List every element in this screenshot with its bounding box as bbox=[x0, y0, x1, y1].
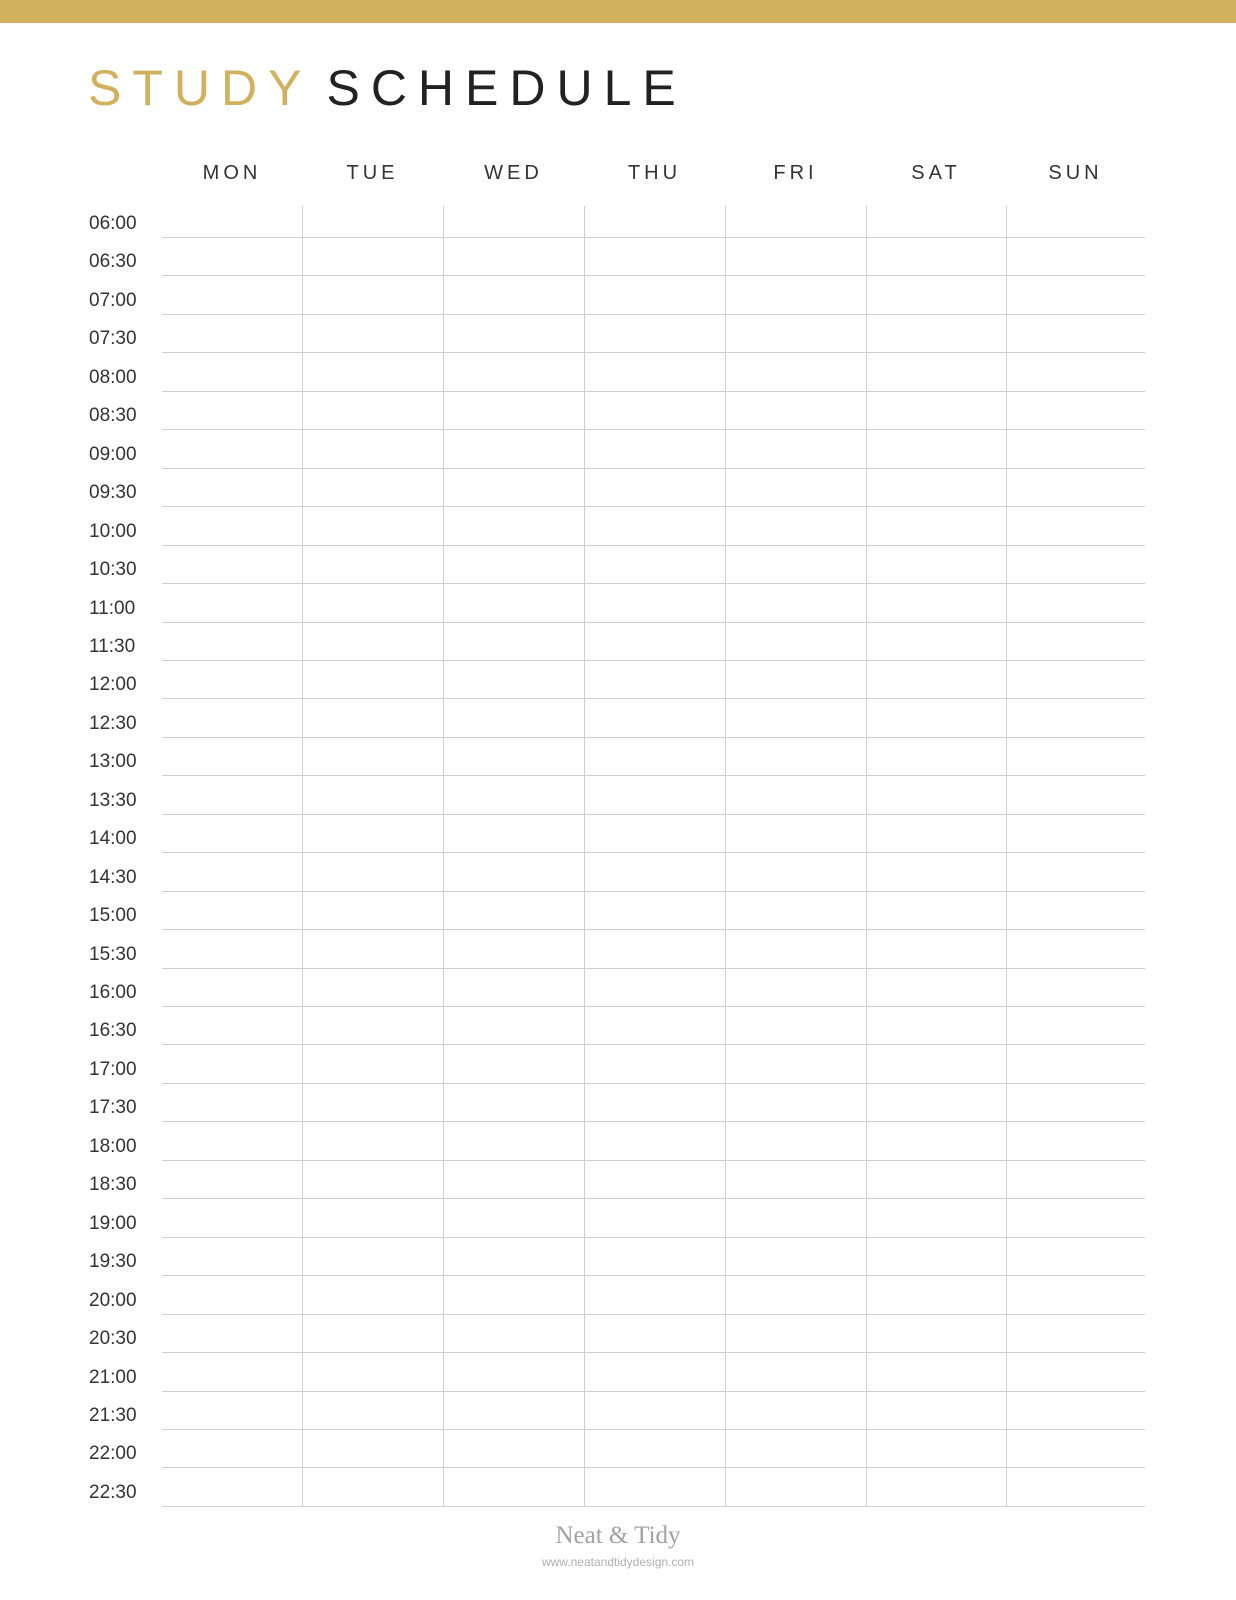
schedule-cell[interactable] bbox=[303, 469, 442, 505]
title-main-word: SCHEDULE bbox=[326, 60, 687, 116]
day-header-mon: MON bbox=[202, 162, 262, 184]
schedule-cell[interactable] bbox=[867, 930, 1005, 966]
schedule-cell[interactable] bbox=[867, 507, 1005, 543]
schedule-cell[interactable] bbox=[1007, 392, 1144, 428]
schedule-cell[interactable] bbox=[163, 699, 301, 735]
schedule-cell[interactable] bbox=[1007, 469, 1144, 505]
schedule-cell[interactable] bbox=[867, 699, 1005, 735]
schedule-cell[interactable] bbox=[726, 930, 865, 966]
schedule-cell[interactable] bbox=[444, 738, 583, 774]
schedule-cell[interactable] bbox=[585, 892, 724, 928]
schedule-cell[interactable] bbox=[585, 392, 724, 428]
schedule-cell[interactable] bbox=[163, 430, 301, 466]
schedule-cell[interactable] bbox=[163, 1353, 301, 1389]
schedule-cell[interactable] bbox=[867, 469, 1005, 505]
schedule-cell[interactable] bbox=[585, 1161, 724, 1197]
time-label: 20:00 bbox=[89, 1289, 137, 1311]
schedule-cell[interactable] bbox=[1007, 738, 1144, 774]
schedule-cell[interactable] bbox=[163, 738, 301, 774]
schedule-cell[interactable] bbox=[726, 1007, 865, 1043]
schedule-cell[interactable] bbox=[867, 1392, 1005, 1428]
schedule-cell[interactable] bbox=[163, 276, 301, 312]
schedule-cell[interactable] bbox=[303, 776, 442, 812]
schedule-cell[interactable] bbox=[303, 1084, 442, 1120]
schedule-cell[interactable] bbox=[1007, 1353, 1144, 1389]
schedule-cell[interactable] bbox=[444, 1007, 583, 1043]
schedule-cell[interactable] bbox=[867, 892, 1005, 928]
schedule-cell[interactable] bbox=[726, 353, 865, 389]
schedule-cell[interactable] bbox=[1007, 238, 1144, 274]
schedule-cell[interactable] bbox=[1007, 853, 1144, 889]
schedule-cell[interactable] bbox=[163, 584, 301, 620]
day-header-sat: SAT bbox=[911, 162, 961, 184]
schedule-cell[interactable] bbox=[163, 1315, 301, 1351]
time-label: 12:30 bbox=[89, 712, 137, 734]
schedule-cell[interactable] bbox=[1007, 1430, 1144, 1466]
schedule-cell[interactable] bbox=[585, 1007, 724, 1043]
schedule-cell[interactable] bbox=[444, 969, 583, 1005]
schedule-cell[interactable] bbox=[303, 623, 442, 659]
schedule-cell[interactable] bbox=[303, 392, 442, 428]
schedule-cell[interactable] bbox=[303, 1045, 442, 1081]
schedule-cell[interactable] bbox=[303, 1468, 442, 1504]
schedule-cell[interactable] bbox=[726, 738, 865, 774]
schedule-cell[interactable] bbox=[585, 776, 724, 812]
schedule-cell[interactable] bbox=[303, 276, 442, 312]
schedule-cell[interactable] bbox=[585, 353, 724, 389]
schedule-cell[interactable] bbox=[444, 207, 583, 236]
schedule-cell[interactable] bbox=[1007, 1276, 1144, 1312]
time-label: 20:30 bbox=[89, 1328, 137, 1350]
schedule-cell[interactable] bbox=[585, 430, 724, 466]
schedule-cell[interactable] bbox=[303, 1238, 442, 1274]
page-title bbox=[88, 58, 687, 118]
schedule-cell[interactable] bbox=[585, 207, 724, 236]
schedule-cell[interactable] bbox=[1007, 1007, 1144, 1043]
schedule-cell[interactable] bbox=[867, 853, 1005, 889]
schedule-cell[interactable] bbox=[726, 207, 865, 236]
schedule-cell[interactable] bbox=[163, 507, 301, 543]
schedule-cell[interactable] bbox=[867, 276, 1005, 312]
schedule-cell[interactable] bbox=[444, 1315, 583, 1351]
time-label: 14:00 bbox=[89, 828, 137, 850]
schedule-cell[interactable] bbox=[444, 1276, 583, 1312]
schedule-cell[interactable] bbox=[1007, 1468, 1144, 1504]
day-header-thu: THU bbox=[627, 162, 682, 184]
schedule-cell[interactable] bbox=[585, 815, 724, 851]
schedule-cell[interactable] bbox=[867, 969, 1005, 1005]
schedule-cell[interactable] bbox=[867, 1468, 1005, 1504]
schedule-cell[interactable] bbox=[163, 776, 301, 812]
time-label: 06:00 bbox=[89, 213, 137, 234]
schedule-cell[interactable] bbox=[585, 507, 724, 543]
schedule-cell[interactable] bbox=[1007, 1238, 1144, 1274]
footer-brand: Neat & Tidy bbox=[555, 1522, 681, 1549]
schedule-cell[interactable] bbox=[163, 1045, 301, 1081]
schedule-cell[interactable] bbox=[726, 623, 865, 659]
schedule-cell[interactable] bbox=[163, 1430, 301, 1466]
time-label: 10:30 bbox=[89, 559, 137, 581]
schedule-cell[interactable] bbox=[444, 1238, 583, 1274]
schedule-cell[interactable] bbox=[867, 1199, 1005, 1235]
footer-url: www.neatandtidydesign.com bbox=[541, 1555, 695, 1569]
schedule-cell[interactable] bbox=[726, 969, 865, 1005]
schedule-cell[interactable] bbox=[726, 1199, 865, 1235]
schedule-cell[interactable] bbox=[585, 238, 724, 274]
day-header-tue: TUE bbox=[346, 162, 399, 184]
schedule-cell[interactable] bbox=[163, 207, 301, 236]
schedule-cell[interactable] bbox=[1007, 315, 1144, 351]
schedule-cell[interactable] bbox=[163, 892, 301, 928]
schedule-cell[interactable] bbox=[163, 1122, 301, 1158]
time-label: 17:30 bbox=[89, 1097, 137, 1119]
schedule-cell[interactable] bbox=[444, 853, 583, 889]
schedule-cell[interactable] bbox=[585, 1238, 724, 1274]
schedule-cell[interactable] bbox=[163, 661, 301, 697]
schedule-cell[interactable] bbox=[867, 1045, 1005, 1081]
schedule-cell[interactable] bbox=[585, 1084, 724, 1120]
schedule-cell[interactable] bbox=[444, 1161, 583, 1197]
schedule-cell[interactable] bbox=[303, 1353, 442, 1389]
schedule-cell[interactable] bbox=[1007, 1199, 1144, 1235]
schedule-cell[interactable] bbox=[726, 1430, 865, 1466]
schedule-cell[interactable] bbox=[726, 469, 865, 505]
schedule-cell[interactable] bbox=[1007, 546, 1144, 582]
schedule-cell[interactable] bbox=[726, 1315, 865, 1351]
schedule-cell[interactable] bbox=[444, 392, 583, 428]
schedule-cell[interactable] bbox=[1007, 661, 1144, 697]
top-accent-band bbox=[0, 0, 1236, 23]
schedule-cell[interactable] bbox=[444, 430, 583, 466]
schedule-cell[interactable] bbox=[585, 853, 724, 889]
schedule-cell[interactable] bbox=[303, 546, 442, 582]
schedule-cell[interactable] bbox=[726, 661, 865, 697]
schedule-cell[interactable] bbox=[867, 1353, 1005, 1389]
schedule-cell[interactable] bbox=[163, 353, 301, 389]
schedule-cell[interactable] bbox=[726, 1161, 865, 1197]
schedule-cell[interactable] bbox=[585, 546, 724, 582]
schedule-cell[interactable] bbox=[303, 699, 442, 735]
schedule-cell[interactable] bbox=[726, 853, 865, 889]
schedule-cell[interactable] bbox=[163, 930, 301, 966]
schedule-cell[interactable] bbox=[163, 1084, 301, 1120]
time-label: 16:30 bbox=[89, 1020, 137, 1042]
schedule-cell[interactable] bbox=[726, 1276, 865, 1312]
schedule-cell[interactable] bbox=[726, 1392, 865, 1428]
schedule-cell[interactable] bbox=[163, 1238, 301, 1274]
schedule-cell[interactable] bbox=[1007, 430, 1144, 466]
schedule-cell[interactable] bbox=[867, 815, 1005, 851]
schedule-cell[interactable] bbox=[726, 776, 865, 812]
schedule-cell[interactable] bbox=[444, 1353, 583, 1389]
time-label: 21:30 bbox=[89, 1404, 137, 1426]
schedule-cell[interactable] bbox=[867, 1084, 1005, 1120]
time-label: 09:00 bbox=[89, 443, 137, 465]
schedule-cell[interactable] bbox=[726, 584, 865, 620]
time-label: 22:00 bbox=[89, 1443, 137, 1465]
schedule-cell[interactable] bbox=[867, 546, 1005, 582]
time-label: 08:00 bbox=[89, 366, 137, 388]
schedule-cell[interactable] bbox=[867, 1315, 1005, 1351]
schedule-cell[interactable] bbox=[303, 661, 442, 697]
schedule-cell[interactable] bbox=[726, 1238, 865, 1274]
schedule-cell[interactable] bbox=[444, 1084, 583, 1120]
schedule-cell[interactable] bbox=[163, 815, 301, 851]
schedule-cell[interactable] bbox=[303, 1007, 442, 1043]
schedule-cell[interactable] bbox=[1007, 892, 1144, 928]
schedule-cell[interactable] bbox=[303, 315, 442, 351]
schedule-cell[interactable] bbox=[1007, 776, 1144, 812]
schedule-cell[interactable] bbox=[867, 238, 1005, 274]
schedule-cell[interactable] bbox=[867, 623, 1005, 659]
schedule-cell[interactable] bbox=[163, 238, 301, 274]
schedule-cell[interactable] bbox=[163, 392, 301, 428]
schedule-cell[interactable] bbox=[303, 853, 442, 889]
schedule-cell[interactable] bbox=[303, 207, 442, 236]
schedule-cell[interactable] bbox=[444, 815, 583, 851]
schedule-cell[interactable] bbox=[444, 315, 583, 351]
schedule-cell[interactable] bbox=[303, 969, 442, 1005]
schedule-cell[interactable] bbox=[303, 507, 442, 543]
schedule-cell[interactable] bbox=[303, 353, 442, 389]
schedule-cell[interactable] bbox=[726, 815, 865, 851]
time-label: 11:00 bbox=[89, 597, 136, 619]
schedule-cell[interactable] bbox=[444, 1045, 583, 1081]
schedule-cell[interactable] bbox=[163, 1276, 301, 1312]
schedule-cell[interactable] bbox=[726, 1045, 865, 1081]
schedule-cell[interactable] bbox=[303, 1122, 442, 1158]
schedule-cell[interactable] bbox=[444, 661, 583, 697]
schedule-cell[interactable] bbox=[585, 1276, 724, 1312]
schedule-cell[interactable] bbox=[867, 315, 1005, 351]
schedule-cell[interactable] bbox=[585, 1430, 724, 1466]
schedule-cell[interactable] bbox=[163, 1007, 301, 1043]
schedule-cell[interactable] bbox=[726, 1084, 865, 1120]
schedule-cell[interactable] bbox=[1007, 207, 1144, 236]
schedule-cell[interactable] bbox=[303, 1199, 442, 1235]
schedule-cell[interactable] bbox=[585, 930, 724, 966]
schedule-cell[interactable] bbox=[585, 969, 724, 1005]
schedule-cell[interactable] bbox=[444, 353, 583, 389]
schedule-cell[interactable] bbox=[585, 699, 724, 735]
time-label: 13:00 bbox=[89, 751, 137, 773]
schedule-cell[interactable] bbox=[1007, 507, 1144, 543]
schedule-cell[interactable] bbox=[1007, 1392, 1144, 1428]
time-label: 11:30 bbox=[89, 635, 136, 657]
schedule-cell[interactable] bbox=[585, 661, 724, 697]
schedule-cell[interactable] bbox=[867, 776, 1005, 812]
schedule-cell[interactable] bbox=[867, 430, 1005, 466]
title-accent-word: STUDY bbox=[88, 60, 313, 116]
schedule-cell[interactable] bbox=[444, 584, 583, 620]
schedule-cell[interactable] bbox=[585, 1392, 724, 1428]
schedule-cell[interactable] bbox=[163, 969, 301, 1005]
schedule-cell[interactable] bbox=[726, 1468, 865, 1504]
schedule-cell[interactable] bbox=[867, 1122, 1005, 1158]
schedule-cell[interactable] bbox=[444, 892, 583, 928]
time-label: 12:00 bbox=[89, 674, 137, 696]
schedule-cell[interactable] bbox=[444, 1468, 583, 1504]
schedule-cell[interactable] bbox=[444, 1122, 583, 1158]
schedule-cell[interactable] bbox=[1007, 623, 1144, 659]
schedule-cell[interactable] bbox=[1007, 699, 1144, 735]
schedule-cell[interactable] bbox=[1007, 1122, 1144, 1158]
time-label: 15:00 bbox=[89, 905, 137, 927]
schedule-cell[interactable] bbox=[585, 584, 724, 620]
schedule-cell[interactable] bbox=[303, 238, 442, 274]
schedule-cell[interactable] bbox=[585, 315, 724, 351]
time-label: 19:30 bbox=[89, 1251, 137, 1273]
time-label: 14:30 bbox=[89, 866, 137, 888]
schedule-cell[interactable] bbox=[303, 1430, 442, 1466]
schedule-cell[interactable] bbox=[444, 238, 583, 274]
schedule-cell[interactable] bbox=[585, 1468, 724, 1504]
schedule-cell[interactable] bbox=[1007, 815, 1144, 851]
time-label: 15:30 bbox=[89, 943, 137, 965]
time-label: 19:00 bbox=[89, 1212, 137, 1234]
schedule-cell[interactable] bbox=[163, 1392, 301, 1428]
schedule-cell[interactable] bbox=[163, 853, 301, 889]
schedule-cell[interactable] bbox=[303, 430, 442, 466]
time-label: 13:30 bbox=[89, 789, 137, 811]
schedule-cell[interactable] bbox=[444, 1430, 583, 1466]
schedule-cell[interactable] bbox=[163, 469, 301, 505]
schedule-cell[interactable] bbox=[585, 738, 724, 774]
time-label: 08:30 bbox=[89, 405, 137, 427]
schedule-cell[interactable] bbox=[726, 699, 865, 735]
time-label: 22:30 bbox=[89, 1481, 137, 1503]
schedule-cell[interactable] bbox=[303, 738, 442, 774]
schedule-cell[interactable] bbox=[726, 1353, 865, 1389]
schedule-cell[interactable] bbox=[726, 392, 865, 428]
schedule-cell[interactable] bbox=[303, 584, 442, 620]
schedule-cell[interactable] bbox=[726, 1122, 865, 1158]
schedule-cell[interactable] bbox=[726, 430, 865, 466]
time-label: 10:00 bbox=[89, 520, 137, 542]
time-label: 18:30 bbox=[89, 1174, 137, 1196]
schedule-cell[interactable] bbox=[726, 238, 865, 274]
schedule-cell[interactable] bbox=[1007, 276, 1144, 312]
schedule-cell[interactable] bbox=[444, 507, 583, 543]
schedule-cell[interactable] bbox=[444, 623, 583, 659]
schedule-cell[interactable] bbox=[444, 776, 583, 812]
schedule-cell[interactable] bbox=[585, 1199, 724, 1235]
schedule-cell[interactable] bbox=[1007, 353, 1144, 389]
schedule-cell[interactable] bbox=[163, 1199, 301, 1235]
schedule-cell[interactable] bbox=[585, 469, 724, 505]
schedule-cell[interactable] bbox=[444, 546, 583, 582]
schedule-cell[interactable] bbox=[1007, 1045, 1144, 1081]
schedule-cell[interactable] bbox=[726, 546, 865, 582]
schedule-cell[interactable] bbox=[1007, 969, 1144, 1005]
schedule-cell[interactable] bbox=[726, 276, 865, 312]
schedule-cell[interactable] bbox=[303, 1161, 442, 1197]
time-label: 21:00 bbox=[89, 1366, 137, 1388]
time-label: 09:30 bbox=[89, 482, 137, 504]
time-label: 17:00 bbox=[89, 1058, 137, 1080]
schedule-cell[interactable] bbox=[867, 1007, 1005, 1043]
schedule-cell[interactable] bbox=[726, 315, 865, 351]
schedule-cell[interactable] bbox=[585, 1315, 724, 1351]
schedule-cell[interactable] bbox=[303, 930, 442, 966]
time-label: 06:30 bbox=[89, 251, 137, 273]
schedule-cell[interactable] bbox=[1007, 930, 1144, 966]
schedule-cell[interactable] bbox=[585, 623, 724, 659]
schedule-cell[interactable] bbox=[867, 584, 1005, 620]
day-header-sun: SUN bbox=[1048, 162, 1103, 184]
schedule-cell[interactable] bbox=[163, 1468, 301, 1504]
schedule-cell[interactable] bbox=[1007, 1315, 1144, 1351]
schedule-cell[interactable] bbox=[303, 815, 442, 851]
schedule-cell[interactable] bbox=[303, 892, 442, 928]
time-label: 16:00 bbox=[89, 982, 137, 1003]
schedule-cell[interactable] bbox=[867, 1430, 1005, 1466]
schedule-cell[interactable] bbox=[585, 276, 724, 312]
schedule-cell[interactable] bbox=[867, 207, 1005, 236]
schedule-cell[interactable] bbox=[444, 1199, 583, 1235]
schedule-cell[interactable] bbox=[303, 1276, 442, 1312]
schedule-cell[interactable] bbox=[163, 1161, 301, 1197]
schedule-cell[interactable] bbox=[867, 738, 1005, 774]
schedule-cell[interactable] bbox=[444, 930, 583, 966]
schedule-cell[interactable] bbox=[1007, 1161, 1144, 1197]
schedule-cell[interactable] bbox=[867, 353, 1005, 389]
schedule-cell[interactable] bbox=[303, 1315, 442, 1351]
schedule-cell[interactable] bbox=[867, 1238, 1005, 1274]
schedule-cell[interactable] bbox=[163, 546, 301, 582]
schedule-cell[interactable] bbox=[1007, 584, 1144, 620]
schedule-cell[interactable] bbox=[444, 699, 583, 735]
schedule-cell[interactable] bbox=[163, 315, 301, 351]
day-header-wed: WED bbox=[484, 162, 543, 184]
schedule-cell[interactable] bbox=[726, 892, 865, 928]
schedule-cell[interactable] bbox=[444, 1392, 583, 1428]
schedule-cell[interactable] bbox=[867, 661, 1005, 697]
schedule-cell[interactable] bbox=[163, 623, 301, 659]
schedule-cell[interactable] bbox=[867, 392, 1005, 428]
schedule-cell[interactable] bbox=[726, 507, 865, 543]
schedule-cell[interactable] bbox=[303, 1392, 442, 1428]
schedule-cell[interactable] bbox=[585, 1122, 724, 1158]
time-label: 07:00 bbox=[89, 289, 137, 311]
schedule-cell[interactable] bbox=[867, 1161, 1005, 1197]
schedule-cell[interactable] bbox=[867, 1276, 1005, 1312]
time-label: 18:00 bbox=[89, 1135, 137, 1157]
schedule-cell[interactable] bbox=[444, 276, 583, 312]
row-divider bbox=[162, 1506, 1145, 1507]
schedule-cell[interactable] bbox=[585, 1045, 724, 1081]
schedule-cell[interactable] bbox=[1007, 1084, 1144, 1120]
schedule-cell[interactable] bbox=[444, 469, 583, 505]
day-header-fri: FRI bbox=[773, 162, 818, 184]
schedule-cell[interactable] bbox=[585, 1353, 724, 1389]
time-label: 07:30 bbox=[89, 328, 137, 350]
